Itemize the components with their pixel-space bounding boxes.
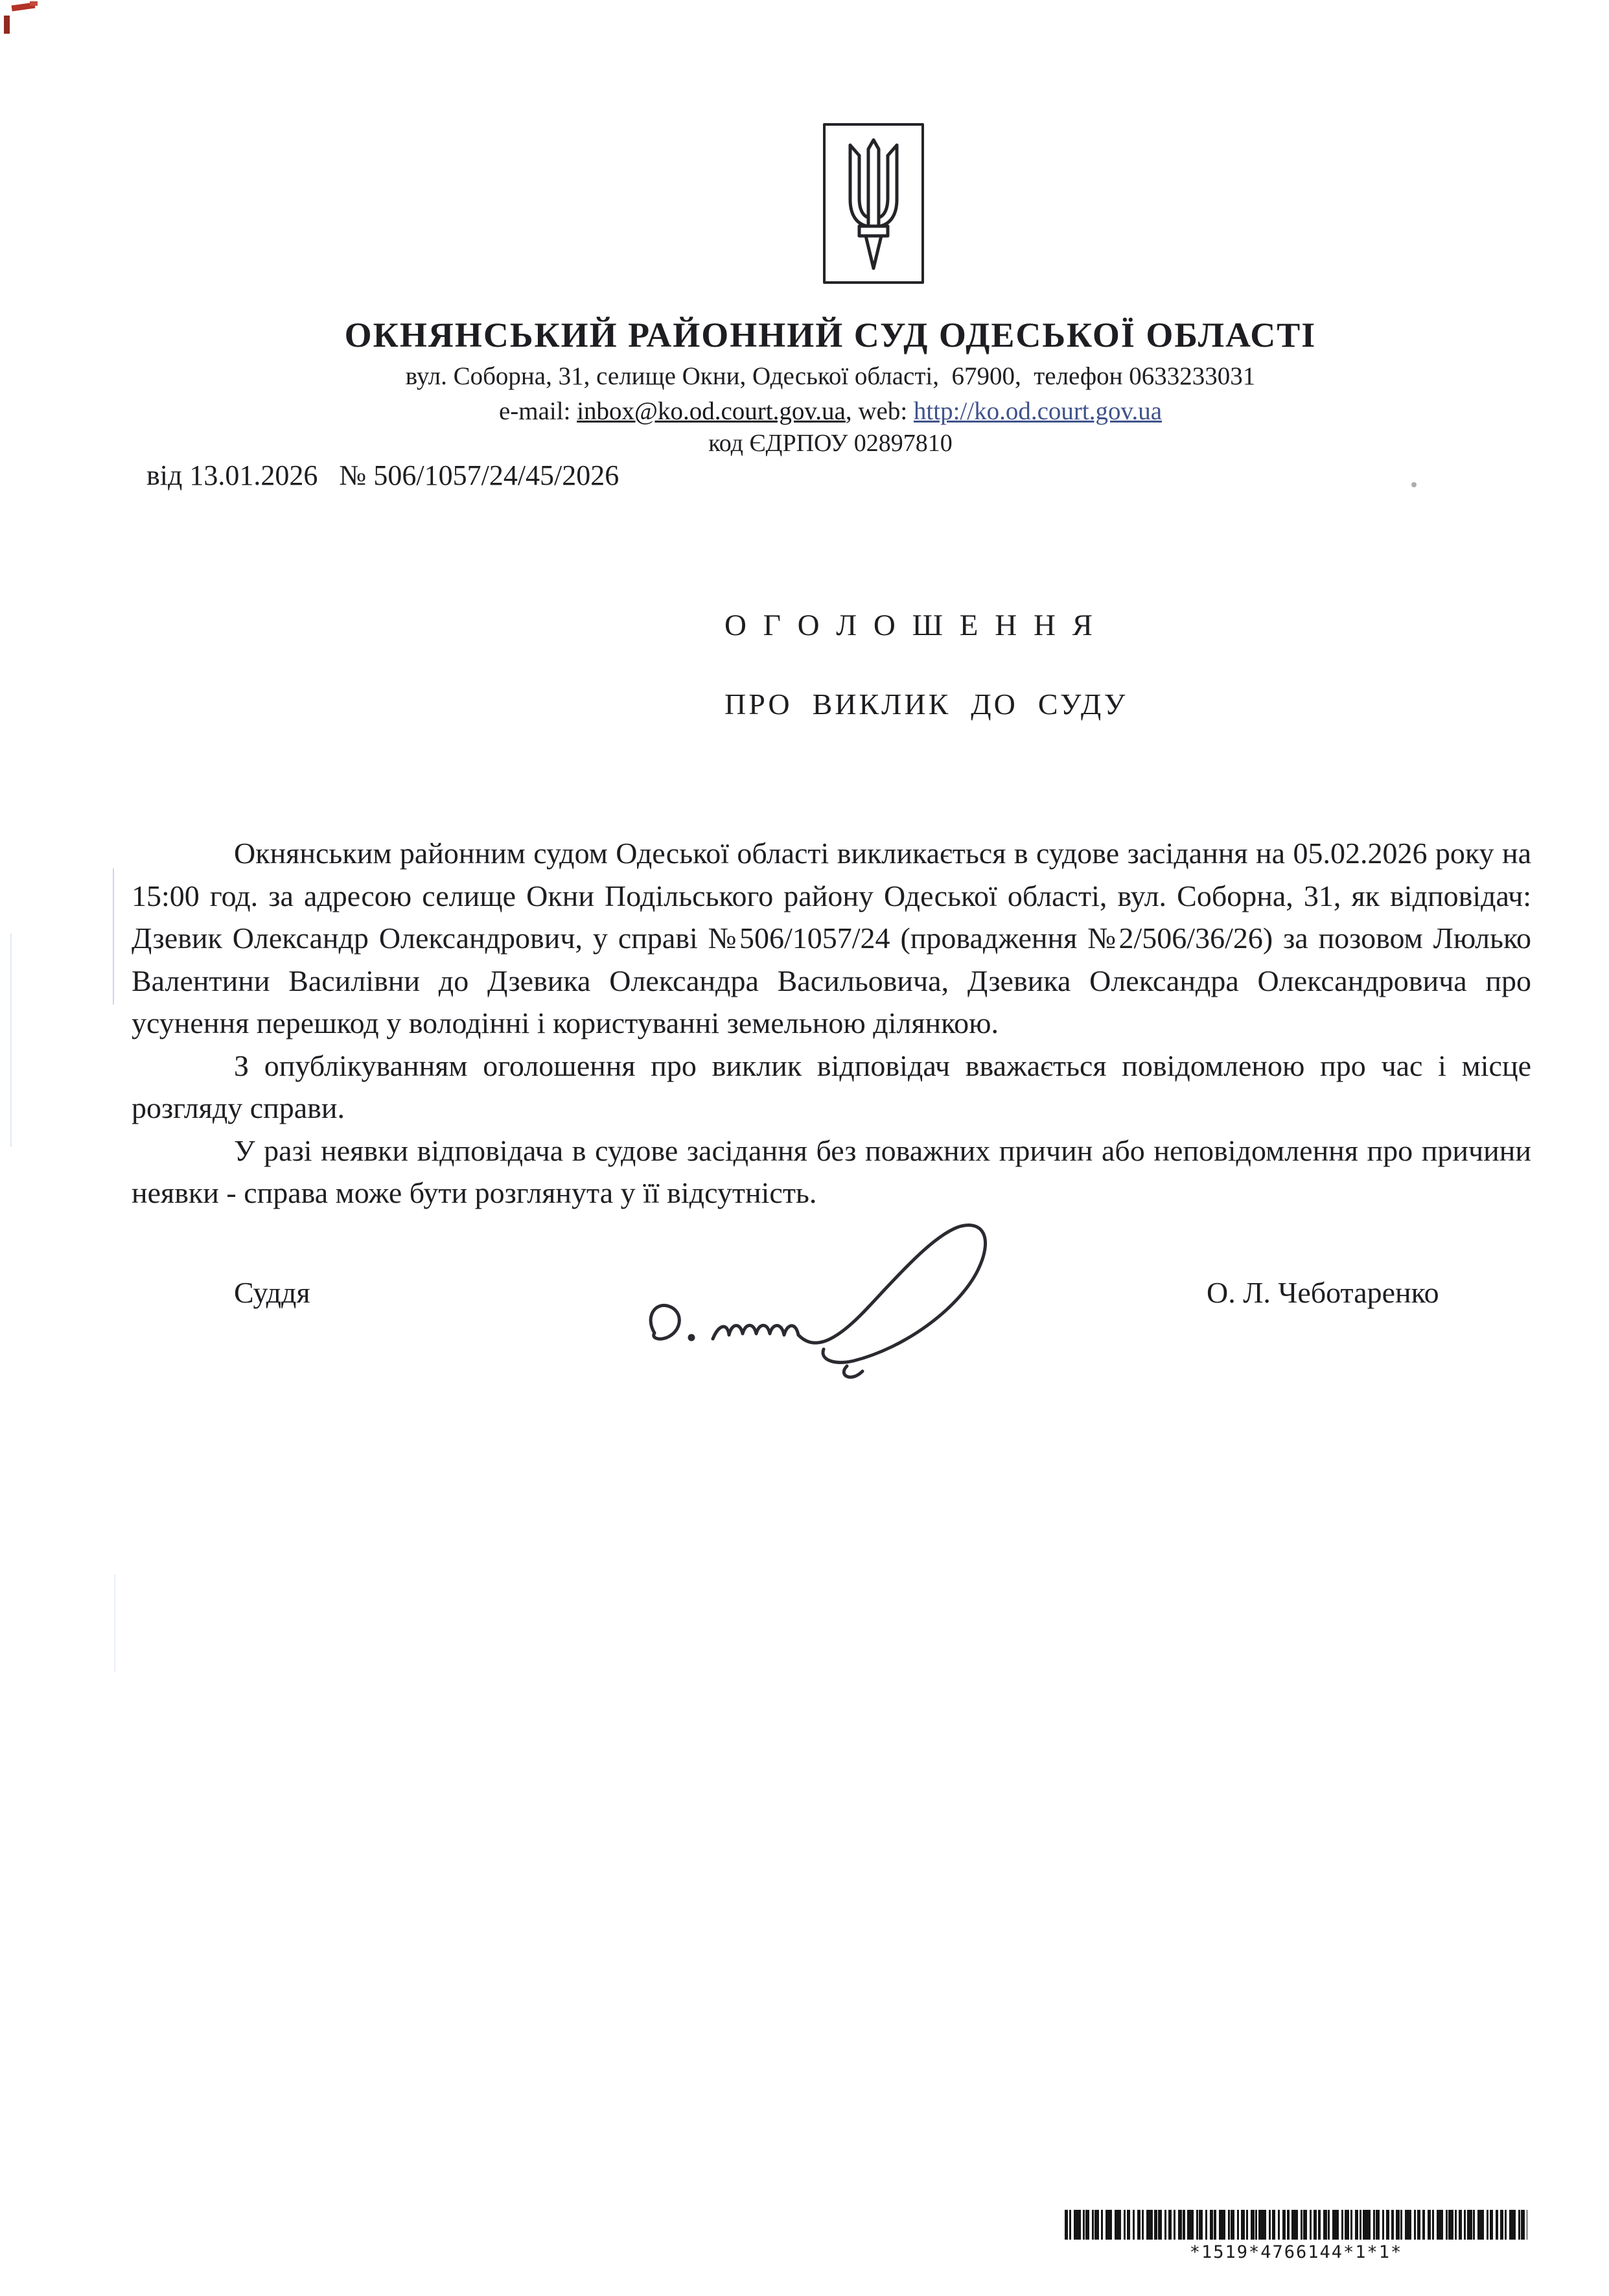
court-address-line: вул. Соборна, 31, селище Окни, Одеської області, 67900, телефон 0633233031 — [405, 362, 1256, 390]
scan-artifact — [4, 16, 10, 34]
email-label: e-mail: — [498, 397, 577, 425]
scan-artifact — [10, 933, 12, 1147]
document-date-number-line: від 13.01.2026 № 506/1057/24/45/2026 — [146, 459, 619, 491]
judge-name: О. Л. Чеботаренко — [1207, 1276, 1439, 1309]
announcement-title: О Г О Л О Ш Е Н Н Я — [724, 609, 1097, 642]
email-link[interactable]: inbox@ko.od.court.gov.ua — [577, 397, 846, 425]
barcode-text: *1519*4766144*1*1* — [1189, 2242, 1403, 2262]
scan-artifact — [1411, 482, 1417, 487]
barcode — [1065, 2210, 1527, 2240]
scan-artifact — [30, 1, 38, 6]
scan-artifact — [114, 1575, 115, 1672]
web-label: , web: — [845, 397, 914, 425]
ukraine-trident-emblem-icon — [822, 122, 925, 285]
announcement-subtitle: ПРО ВИКЛИК ДО СУДУ — [724, 688, 1128, 721]
body-paragraph: З опублікуванням оголошення про виклик відповідач вважається повідомленою про час і місце розгляду справи. — [132, 1049, 1531, 1124]
scan-artifact — [113, 868, 114, 1004]
body-paragraph: Окнянським районним судом Одеської області викликається в судове засідання на 05.02.2026 року на 15:00 год. за адресою селище Окни Подільського району Одеської області, вул. Соборна, 31, як відповідач: Дзевик Олександр Олександрович, у справі №506/1057/24 (провадження №2/506/36/26) за позовом Люлько Валентини Василівни до Дзевика Олександра Васильовича, Дзевика Олександра Олександровича про усунення перешкод у володінні і користуванні земельною ділянкою. — [132, 837, 1531, 1039]
court-name-heading: ОКНЯНСЬКИЙ РАЙОННИЙ СУД ОДЕСЬКОЇ ОБЛАСТІ — [344, 316, 1317, 354]
web-link[interactable]: http://ko.od.court.gov.ua — [913, 397, 1163, 425]
announcement-body — [132, 832, 1531, 1214]
judge-label: Суддя — [234, 1276, 310, 1309]
judge-signature — [593, 1200, 1085, 1395]
edrpou-code-line: код ЄДРПОУ 02897810 — [708, 430, 953, 457]
contact-line — [26, 397, 1609, 426]
body-paragraph: У разі неявки відповідача в судове засідання без поважних причин або неповідомлення про причини неявки - справа може бути розглянута у її відсутність. — [132, 1133, 1531, 1209]
